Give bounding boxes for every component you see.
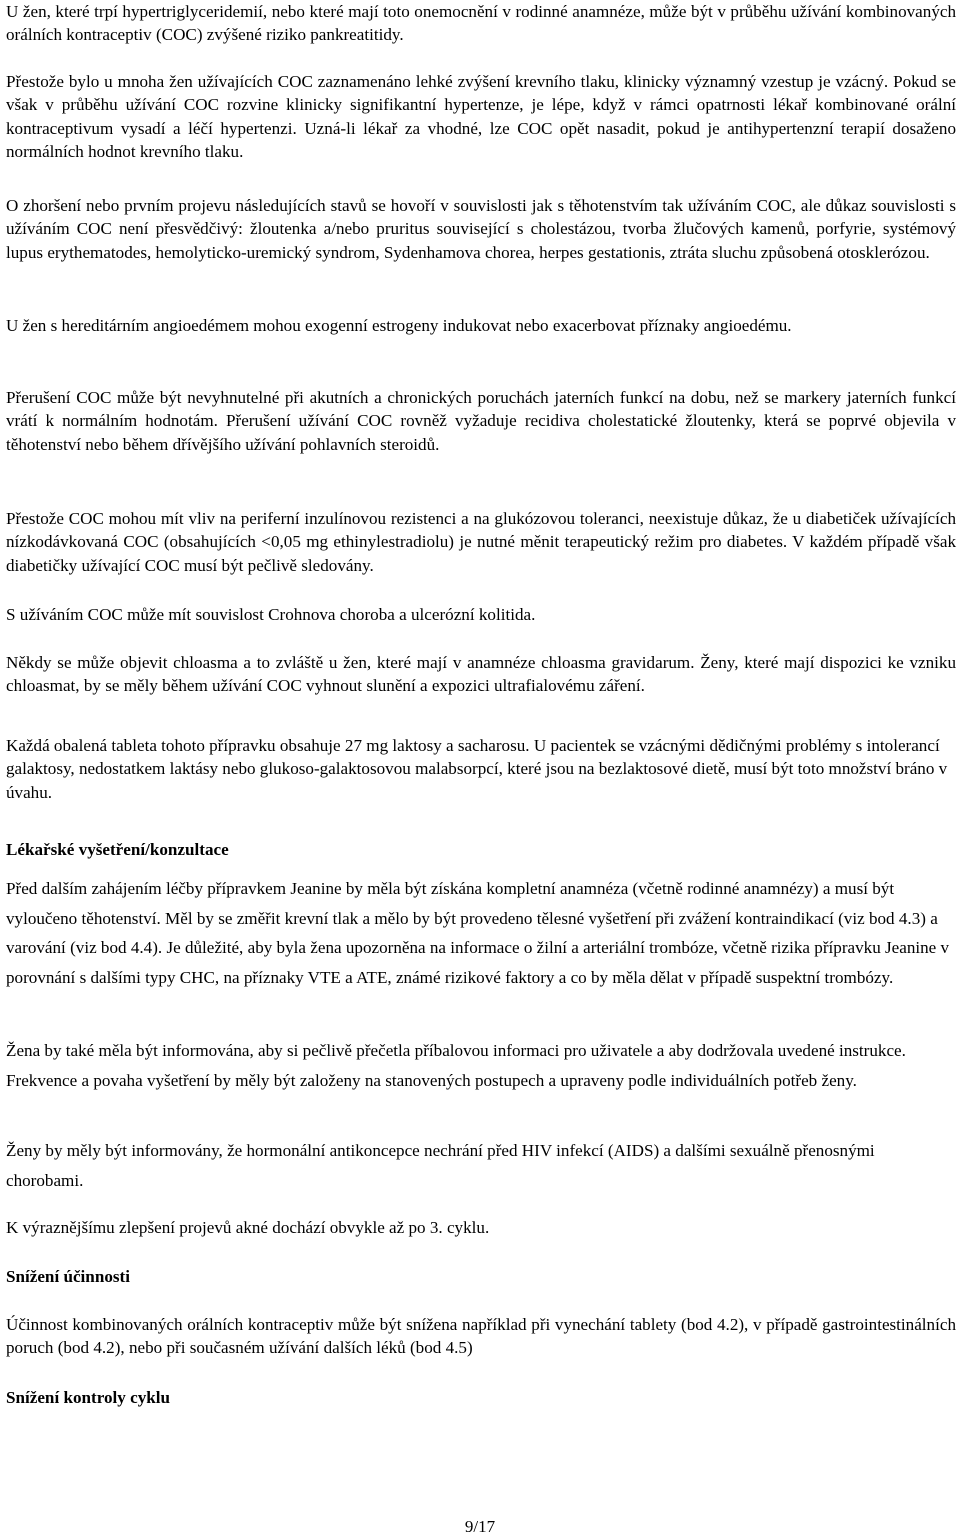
paragraph-acne: K výraznějšímu zlepšení projevů akné dochází obvykle až po 3. cyklu. — [6, 1218, 490, 1237]
paragraph-diabetes: Přestože COC mohou mít vliv na periferní inzulínovou rezistenci a na glukózovou toleranci, neexistuje důkaz, že u diabetiček užívajících nízkodávkovaná COC (obsahujících <0,05 mg ethinylestradiolu) je nutné měnit terapeutický režim pro diabetes. V každém případě však diabetičky užívající COC musí být pečlivě sledovány. — [6, 509, 956, 575]
paragraph-conditions: O zhoršení nebo prvním projevu následujících stavů se hovoří v souvislosti jak s těhotenstvím tak užíváním COC, ale důkaz souvislosti s užíváním COC není přesvědčivý: žloutenka a/nebo pruritus související s cholestázou, tvorba žlučových kamenů, porfyrie, systémový lupus erythematodes, hemolyticko-uremický syndrom, Sydenhamova chorea, herpes gestationis, ztráta sluchu způsobená otosklerózou. — [6, 196, 956, 262]
heading-cycle-control: Snížení kontroly cyklu — [6, 1388, 171, 1407]
paragraph-crohn: S užíváním COC může mít souvislost Crohnova choroba a ulcerózní kolitida. — [6, 605, 536, 624]
paragraph-pancreatitis: U žen, které trpí hypertriglyceridemií, nebo které mají toto onemocnění v rodinné anamnéze, může být v průběhu užívání kombinovaných orálních kontraceptiv (COC) zvýšené riziko pankreatitidy. — [6, 2, 956, 45]
paragraph-efficacy: Účinnost kombinovaných orálních kontraceptiv může být snížena například při vynechání tablety (bod 4.2), v případě gastrointestinálních poruch (bod 4.2), nebo při současném užívání dalších léků (bod 4.5) — [6, 1315, 956, 1358]
heading-medical-exam: Lékařské vyšetření/konzultace — [6, 840, 229, 859]
paragraph-chloasma: Někdy se může objevit chloasma a to zvláště u žen, které mají v anamnéze chloasma gravidarum. Ženy, které mají dispozici ke vzniku chloasmat, by se měly během užívání COC vyhnout slunění a expozici ultrafialovému záření. — [6, 653, 956, 696]
paragraph-exam-3: Ženy by měly být informovány, že hormonální antikoncepce nechrání před HIV infekcí (AIDS) a dalšími sexuálně přenosnými chorobami. — [6, 1141, 875, 1190]
heading-reduced-efficacy: Snížení účinnosti — [6, 1267, 130, 1286]
paragraph-hypertension: Přestože bylo u mnoha žen užívajících COC zaznamenáno lehké zvýšení krevního tlaku, klinicky významný vzestup je vzácný. Pokud se však v průběhu užívání COC rozvine klinicky signifikantní hypertenze, je lépe, když v rámci opatrnosti lékař kombinované orální kontraceptivum vysadí a léčí hypertenzi. Uzná-li lékař za vhodné, lze COC opět nasadit, pokud je antihypertenzní terapií dosaženo normálních hodnot krevního tlaku. — [6, 72, 956, 161]
paragraph-exam-2: Žena by také měla být informována, aby si pečlivě přečetla příbalovou informaci pro uživatele a aby dodržovala uvedené instrukce. Frekvence a povaha vyšetření by měly být založeny na stanovených postupech a upraveny podle individuálních potřeb ženy. — [6, 1041, 906, 1090]
paragraph-lactose: Každá obalená tableta tohoto přípravku obsahuje 27 mg laktosy a sacharosu. U pacientek se vzácnými dědičnými problémy s intolerancí galaktosy, nedostatkem laktásy nebo glukoso-galaktosovou malabsorpcí, které jsou na bezlaktosové dietě, musí být toto množství bráno v úvahu. — [6, 736, 948, 802]
page-number: 9/17 — [464, 1517, 496, 1536]
paragraph-exam-1: Před dalším zahájením léčby přípravkem Jeanine by měla být získána kompletní anamnéza (včetně rodinné anamnézy) a musí být vyloučeno těhotenství. Měl by se změřit krevní tlak a mělo by být provedeno tělesné vyšetření při zvážení kontraindikací (viz bod 4.3) a varování (viz bod 4.4). Je důležité, aby byla žena upozorněna na informace o žilní a arteriální trombóze, včetně rizika přípravku Jeanine v porovnání s dalšími typy CHC, na příznaky VTE a ATE, známé rizikové faktory a co by měla dělat v případě suspektní trombózy. — [6, 879, 950, 987]
paragraph-liver: Přerušení COC může být nevyhnutelné při akutních a chronických poruchách jaterních funkcí na dobu, než se markery jaterních funkcí vrátí k normálním hodnotám. Přerušení užívání COC rovněž vyžaduje recidiva cholestatické žloutenky, která se poprvé objevila v těhotenství nebo během dřívějšího užívání pohlavních steroidů. — [6, 388, 956, 454]
paragraph-angioedema: U žen s hereditárním angioedémem mohou exogenní estrogeny indukovat nebo exacerbovat příznaky angioedému. — [6, 316, 792, 335]
